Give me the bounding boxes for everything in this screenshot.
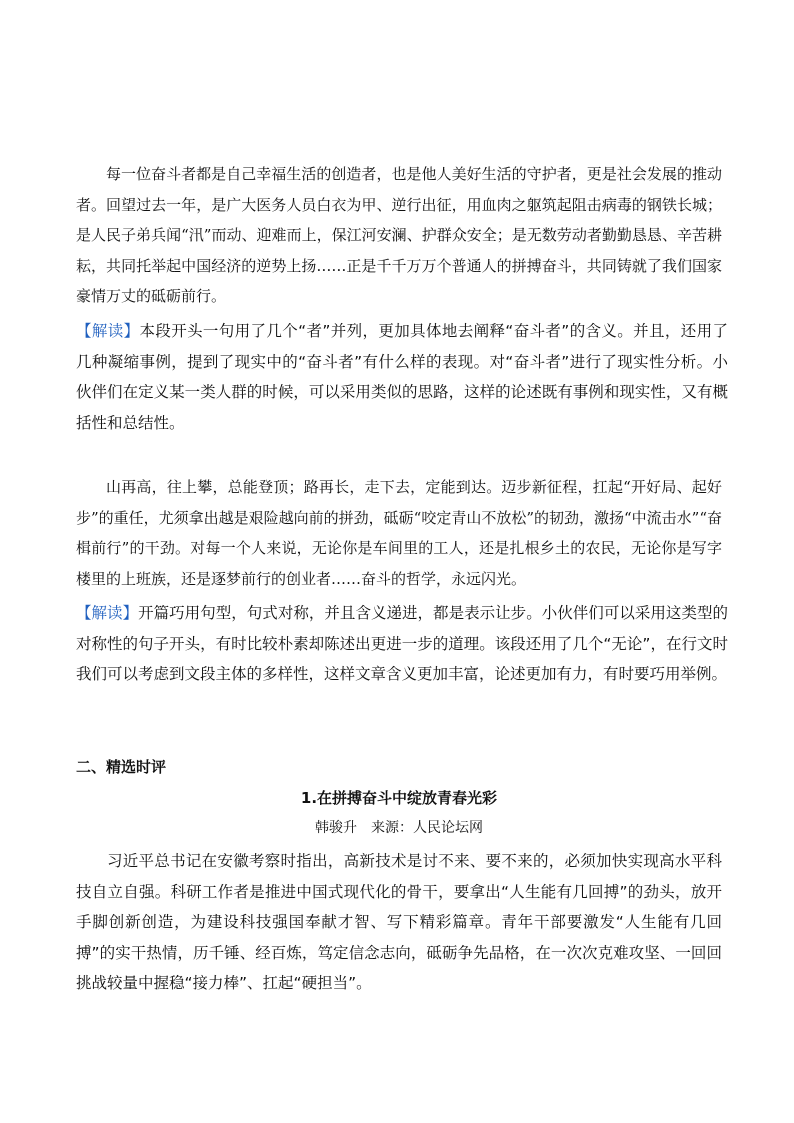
analysis-paragraph-2: [76, 598, 728, 690]
section-heading: 二、精选时评: [76, 758, 167, 776]
article-body: 习近平总书记在安徽考察时指出，高新技术是讨不来、要不来的，必须加快实现高水平科技自立自强。科研工作者是推进中国式现代化的骨干，要拿出“人生能有几回搏”的劲头，放开手脚创新创造，为建设科技强国奉献才智、写下精彩篇章。青年干部要激发“人生能有几回搏”的实干热情，历千锤、经百炼，笃定信念志向，砥砺争先品格，在一次次克难攻坚、一回回挑战较量中握稳“接力棒”、扛起“硬担当”。: [76, 852, 722, 992]
quote-paragraph-1: 每一位奋斗者都是自己幸福生活的创造者，也是他人美好生活的守护者，更是社会发展的推动者。回望过去一年，是广大医务人员白衣为甲、逆行出征，用血肉之躯筑起阻击病毒的钢铁长城；是人民子弟兵闻“汛”而动、迎难而上，保江河安澜、护群众安全；是无数劳动者勤勤恳恳、辛苦耕耘，共同托举起中国经济的逆势上扬……正是千千万万个普通人的拼搏奋斗，共同铸就了我们国家豪情万丈的砥砺前行。: [76, 165, 722, 305]
analysis-tag-1: 【解读】: [76, 322, 140, 340]
article-title: 1.在拼搏奋斗中绽放青春光彩: [300, 789, 498, 807]
article-source: 来源：人民论坛网: [371, 820, 483, 836]
quote-paragraph-2: 山再高，往上攀，总能登顶；路再长，走下去，定能到达。迈步新征程，扛起“开好局、起好步”的重任，尤须拿出越是艰险越向前的拼劲，砥砺“咬定青山不放松”的韧劲，激扬“中流击水”“奋楫前行”的干劲。对每一个人来说，无论你是车间里的工人，还是扎根乡土的农民，无论你是写字楼里的上班族，还是逐梦前行的创业者……奋斗的哲学，永远闪光。: [76, 478, 723, 588]
article-byline: [76, 817, 722, 837]
analysis-tag-2: 【解读】: [76, 604, 139, 622]
analysis-paragraph-1: [76, 316, 728, 438]
analysis-text-1: 本段开头一句用了几个“者”并列，更加具体地去阐释“奋斗者”的含义。并且，还用了几种凝缩事例，提到了现实中的“奋斗者”有什么样的表现。对“奋斗者”进行了现实性分析。小伙伴们在定义某一类人群的时候，可以采用类似的思路，这样的论述既有事例和现实性，又有概括性和总结性。: [76, 322, 728, 432]
article-author: 韩骏升: [315, 820, 357, 836]
analysis-text-2: 开篇巧用句型，句式对称，并且含义递进，都是表示让步。小伙伴们可以采用这类型的对称性的句子开头，有时比较朴素却陈述出更进一步的道理。该段还用了几个“无论”，在行文时我们可以考虑到文段主体的多样性，这样文章含义更加丰富，论述更加有力，有时要巧用举例。: [76, 604, 728, 683]
